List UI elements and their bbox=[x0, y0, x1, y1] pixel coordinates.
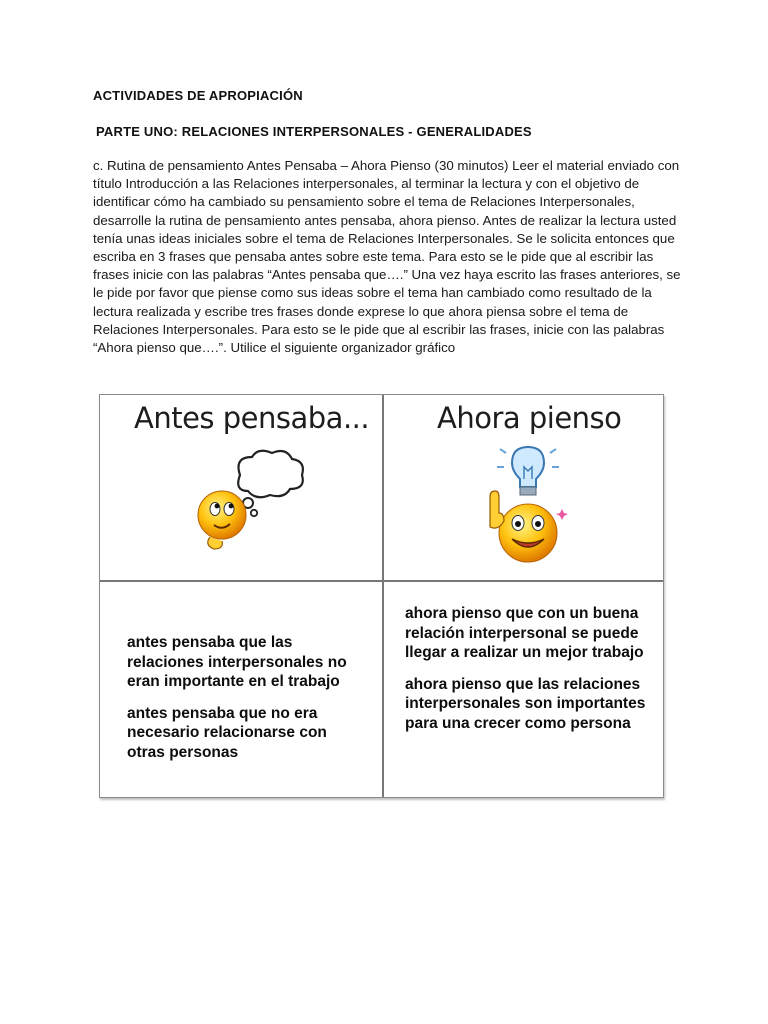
ahora-statement: ahora pienso que las relaciones interpersonales son importantes para una crecer como persona bbox=[405, 675, 646, 732]
row-divider bbox=[100, 580, 663, 582]
activity-heading: ACTIVIDADES DE APROPIACIÓN bbox=[93, 88, 303, 103]
section-heading: PARTE UNO: RELACIONES INTERPERSONALES - GENERALIDADES bbox=[96, 124, 532, 139]
ahora-statement: ahora pienso que con un buena relación interpersonal se puede llegar a realizar un mejor trabajo bbox=[405, 605, 644, 662]
thought-bubble-icon bbox=[238, 451, 303, 516]
antes-statement: antes pensaba que no era necesario relacionarse con otras personas bbox=[127, 704, 327, 761]
thinking-illustration bbox=[190, 445, 310, 575]
lightbulb-icon bbox=[497, 447, 559, 495]
antes-pensaba-title: Antes pensaba... bbox=[134, 401, 370, 435]
antes-statement: antes pensaba que las relaciones interpersonales no eran importante en el trabajo bbox=[127, 634, 347, 691]
ahora-pienso-title: Ahora pienso bbox=[437, 401, 622, 435]
ahora-pienso-statements bbox=[405, 604, 655, 746]
column-divider bbox=[382, 395, 384, 797]
thinking-smiley-icon bbox=[198, 491, 246, 549]
graphic-organizer bbox=[99, 394, 664, 798]
antes-pensaba-statements bbox=[127, 633, 367, 775]
instructions-text: c. Rutina de pensamiento Antes Pensaba – Ahora Pienso (30 minutos) Leer el material enviado con título Introducción a las Relaciones interpersonales, al terminar la lectura y con el objetivo de identificar cómo ha cambiado su pensamiento sobre el tema de Relaciones Interpersonales, desarrolle la rutina de pensamiento antes pensaba, ahora pienso. Antes de realizar la lectura usted tenía unas ideas iniciales sobre el tema de Relaciones Interpersonales. Se le solicita entonces que escriba en 3 frases que pensaba antes sobre este tema. Para esto se le pide que al escribir las frases inicie con las palabras “Antes pensaba que….” Una vez haya escrito las frases anteriores, se le pide por favor que piense como sus ideas sobre el tema han cambiado como resultado de la lectura realizada y escribe tres frases donde exprese lo que ahora piensa sobre el tema de Relaciones Interpersonales. Para esto se le pide que al escribir las frases, inicie con las palabras “Ahora pienso que….”. Utilice el siguiente organizador gráfico bbox=[93, 158, 681, 356]
idea-illustration bbox=[468, 439, 578, 579]
idea-smiley-icon bbox=[490, 491, 568, 562]
instructions-paragraph bbox=[93, 157, 683, 357]
